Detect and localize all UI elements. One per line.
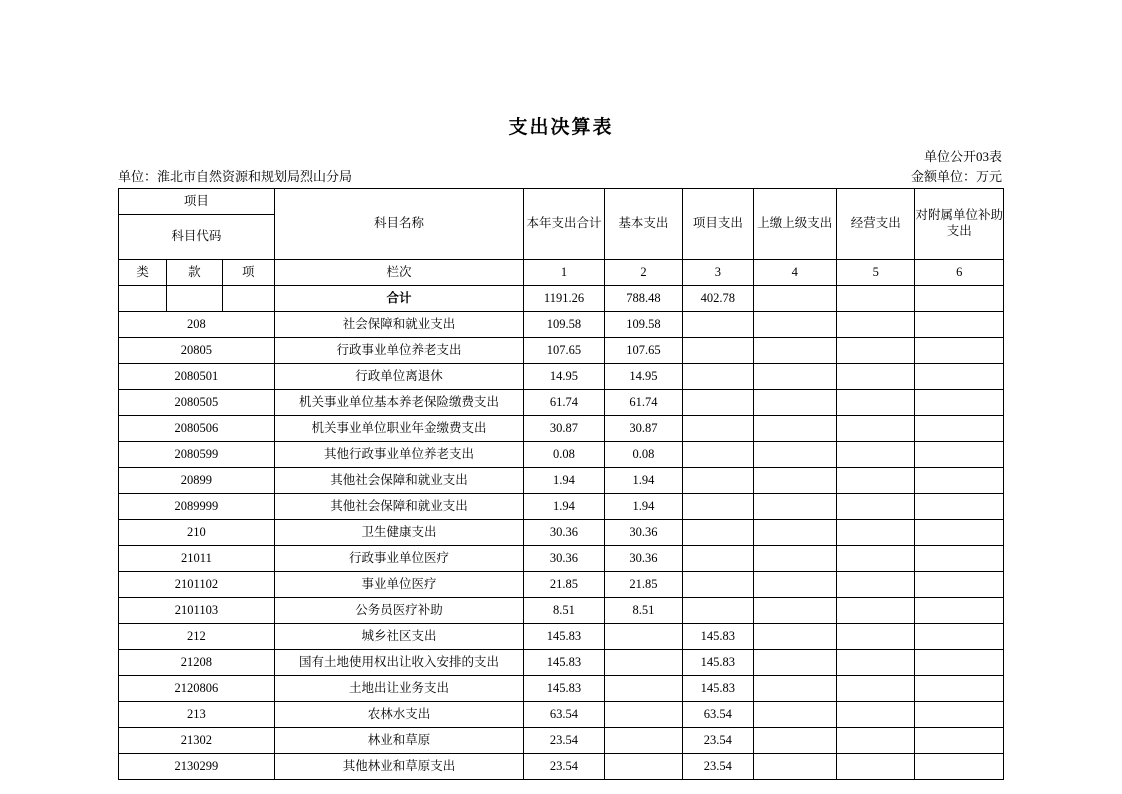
row-code: 2130299 <box>119 754 275 780</box>
header-col-1: 本年支出合计 <box>524 189 604 260</box>
row-value-6 <box>915 624 1004 650</box>
header-code-class: 类 <box>119 260 167 286</box>
row-name: 机关事业单位职业年金缴费支出 <box>274 416 523 442</box>
total-label: 合计 <box>274 286 523 312</box>
row-value-3 <box>683 338 753 364</box>
row-value-1: 1.94 <box>524 468 604 494</box>
row-name: 其他社会保障和就业支出 <box>274 468 523 494</box>
row-value-2: 107.65 <box>604 338 682 364</box>
row-name: 林业和草原 <box>274 728 523 754</box>
row-value-6 <box>915 338 1004 364</box>
header-subject-name: 科目名称 <box>274 189 523 260</box>
table-row <box>119 416 1004 442</box>
row-value-1: 145.83 <box>524 624 604 650</box>
row-code: 2080599 <box>119 442 275 468</box>
table-row <box>119 702 1004 728</box>
row-value-6 <box>915 650 1004 676</box>
row-value-4 <box>753 364 836 390</box>
row-value-4 <box>753 650 836 676</box>
row-value-2 <box>604 676 682 702</box>
row-value-3: 145.83 <box>683 676 753 702</box>
header-col-3: 项目支出 <box>683 189 753 260</box>
table-row <box>119 572 1004 598</box>
form-code-label: 单位公开03表 <box>923 149 1002 164</box>
header-colnum-6: 6 <box>915 260 1004 286</box>
row-value-3: 63.54 <box>683 702 753 728</box>
row-value-6 <box>915 546 1004 572</box>
header-col-5: 经营支出 <box>837 189 915 260</box>
row-value-3: 145.83 <box>683 650 753 676</box>
row-name: 机关事业单位基本养老保险缴费支出 <box>274 390 523 416</box>
row-value-3 <box>683 442 753 468</box>
amount-unit-label: 金额单位：万元 <box>910 169 1002 184</box>
row-value-6 <box>915 728 1004 754</box>
row-value-2 <box>604 754 682 780</box>
row-value-3: 23.54 <box>683 754 753 780</box>
table-row <box>119 442 1004 468</box>
row-name: 农林水支出 <box>274 702 523 728</box>
row-value-1: 61.74 <box>524 390 604 416</box>
page-title: 支出决算表 <box>508 117 614 138</box>
row-name: 其他社会保障和就业支出 <box>274 494 523 520</box>
row-value-2: 1.94 <box>604 468 682 494</box>
total-code-item <box>222 286 274 312</box>
row-value-6 <box>915 312 1004 338</box>
row-code: 21302 <box>119 728 275 754</box>
table-row <box>119 364 1004 390</box>
row-value-6 <box>915 494 1004 520</box>
row-value-1: 107.65 <box>524 338 604 364</box>
row-value-2 <box>604 650 682 676</box>
row-value-4 <box>753 390 836 416</box>
row-value-5 <box>837 702 915 728</box>
row-name: 国有土地使用权出让收入安排的支出 <box>274 650 523 676</box>
row-value-6 <box>915 416 1004 442</box>
row-value-5 <box>837 728 915 754</box>
table-row <box>119 754 1004 780</box>
row-value-4 <box>753 468 836 494</box>
row-value-4 <box>753 702 836 728</box>
row-value-1: 8.51 <box>524 598 604 624</box>
row-value-4 <box>753 624 836 650</box>
row-code: 2101102 <box>119 572 275 598</box>
total-value-5 <box>837 286 915 312</box>
row-code: 2080501 <box>119 364 275 390</box>
row-value-2: 0.08 <box>604 442 682 468</box>
expenditure-table <box>118 188 1004 780</box>
row-value-4 <box>753 494 836 520</box>
row-name: 其他林业和草原支出 <box>274 754 523 780</box>
row-value-5 <box>837 546 915 572</box>
row-value-3 <box>683 546 753 572</box>
row-value-2 <box>604 728 682 754</box>
row-value-3 <box>683 494 753 520</box>
total-value-3: 402.78 <box>683 286 753 312</box>
row-value-1: 23.54 <box>524 728 604 754</box>
row-value-3: 23.54 <box>683 728 753 754</box>
header-code-section: 款 <box>167 260 222 286</box>
header-col-4: 上缴上级支出 <box>753 189 836 260</box>
row-value-3 <box>683 572 753 598</box>
row-value-4 <box>753 442 836 468</box>
row-code: 208 <box>119 312 275 338</box>
row-name: 行政单位离退休 <box>274 364 523 390</box>
total-code-section <box>167 286 222 312</box>
row-code: 2080505 <box>119 390 275 416</box>
unit-label: 单位：淮北市自然资源和规划局烈山分局 <box>118 169 353 184</box>
row-value-3 <box>683 390 753 416</box>
row-value-4 <box>753 338 836 364</box>
row-code: 213 <box>119 702 275 728</box>
row-code: 2089999 <box>119 494 275 520</box>
row-value-3: 145.83 <box>683 624 753 650</box>
row-value-1: 14.95 <box>524 364 604 390</box>
row-name: 行政事业单位养老支出 <box>274 338 523 364</box>
header-colnum-5: 5 <box>837 260 915 286</box>
row-value-2 <box>604 702 682 728</box>
row-value-3 <box>683 364 753 390</box>
row-value-5 <box>837 338 915 364</box>
header-colnum-2: 2 <box>604 260 682 286</box>
row-value-4 <box>753 416 836 442</box>
row-code: 212 <box>119 624 275 650</box>
row-value-5 <box>837 572 915 598</box>
row-code: 2101103 <box>119 598 275 624</box>
row-value-1: 145.83 <box>524 676 604 702</box>
table-total-row <box>119 286 1004 312</box>
row-value-5 <box>837 416 915 442</box>
row-value-6 <box>915 468 1004 494</box>
row-value-2: 109.58 <box>604 312 682 338</box>
header-col-2: 基本支出 <box>604 189 682 260</box>
header-project-group: 项目 <box>119 189 275 215</box>
total-value-4 <box>753 286 836 312</box>
row-value-5 <box>837 650 915 676</box>
row-value-3 <box>683 468 753 494</box>
table-row <box>119 494 1004 520</box>
row-value-1: 30.36 <box>524 546 604 572</box>
row-value-3 <box>683 520 753 546</box>
row-code: 21011 <box>119 546 275 572</box>
row-value-4 <box>753 520 836 546</box>
table-row <box>119 624 1004 650</box>
row-value-5 <box>837 520 915 546</box>
total-value-6 <box>915 286 1004 312</box>
row-name: 城乡社区支出 <box>274 624 523 650</box>
row-name: 其他行政事业单位养老支出 <box>274 442 523 468</box>
row-name: 公务员医疗补助 <box>274 598 523 624</box>
row-value-6 <box>915 520 1004 546</box>
row-value-5 <box>837 442 915 468</box>
header-row-label: 栏次 <box>274 260 523 286</box>
table-header-row-3 <box>119 260 1004 286</box>
row-value-4 <box>753 598 836 624</box>
row-value-5 <box>837 624 915 650</box>
row-value-4 <box>753 676 836 702</box>
row-value-5 <box>837 598 915 624</box>
row-value-1: 30.36 <box>524 520 604 546</box>
row-code: 21208 <box>119 650 275 676</box>
table-row <box>119 312 1004 338</box>
row-value-6 <box>915 676 1004 702</box>
row-value-5 <box>837 468 915 494</box>
table-row <box>119 650 1004 676</box>
row-value-6 <box>915 754 1004 780</box>
row-value-5 <box>837 364 915 390</box>
row-value-1: 145.83 <box>524 650 604 676</box>
total-code-class <box>119 286 167 312</box>
row-value-2: 30.87 <box>604 416 682 442</box>
total-value-1: 1191.26 <box>524 286 604 312</box>
row-value-5 <box>837 754 915 780</box>
table-row <box>119 390 1004 416</box>
row-code: 2120806 <box>119 676 275 702</box>
row-code: 2080506 <box>119 416 275 442</box>
total-value-2: 788.48 <box>604 286 682 312</box>
row-value-6 <box>915 364 1004 390</box>
table-row <box>119 546 1004 572</box>
row-value-6 <box>915 442 1004 468</box>
row-value-2: 21.85 <box>604 572 682 598</box>
row-code: 20805 <box>119 338 275 364</box>
table-row <box>119 676 1004 702</box>
row-name: 社会保障和就业支出 <box>274 312 523 338</box>
table-row <box>119 468 1004 494</box>
table-row <box>119 598 1004 624</box>
row-value-2: 30.36 <box>604 520 682 546</box>
row-value-1: 23.54 <box>524 754 604 780</box>
row-value-1: 30.87 <box>524 416 604 442</box>
row-value-1: 109.58 <box>524 312 604 338</box>
row-value-2: 30.36 <box>604 546 682 572</box>
row-value-3 <box>683 598 753 624</box>
row-value-5 <box>837 312 915 338</box>
table-header-row-1 <box>119 189 1004 215</box>
row-value-6 <box>915 702 1004 728</box>
row-value-6 <box>915 390 1004 416</box>
row-value-4 <box>753 754 836 780</box>
table-row <box>119 728 1004 754</box>
header-colnum-4: 4 <box>753 260 836 286</box>
row-value-2: 8.51 <box>604 598 682 624</box>
header-colnum-1: 1 <box>524 260 604 286</box>
row-value-1: 63.54 <box>524 702 604 728</box>
header-code-item: 项 <box>222 260 274 286</box>
row-value-2: 14.95 <box>604 364 682 390</box>
row-value-4 <box>753 546 836 572</box>
row-name: 行政事业单位医疗 <box>274 546 523 572</box>
table-row <box>119 520 1004 546</box>
table-row <box>119 338 1004 364</box>
row-code: 20899 <box>119 468 275 494</box>
row-code: 210 <box>119 520 275 546</box>
row-value-5 <box>837 676 915 702</box>
row-value-5 <box>837 390 915 416</box>
row-value-4 <box>753 312 836 338</box>
row-value-3 <box>683 416 753 442</box>
row-value-5 <box>837 494 915 520</box>
row-value-2: 61.74 <box>604 390 682 416</box>
row-value-4 <box>753 728 836 754</box>
row-value-6 <box>915 572 1004 598</box>
row-value-4 <box>753 572 836 598</box>
row-value-6 <box>915 598 1004 624</box>
row-value-1: 21.85 <box>524 572 604 598</box>
row-value-1: 1.94 <box>524 494 604 520</box>
header-code-group: 科目代码 <box>119 215 275 260</box>
header-col-6: 对附属单位补助支出 <box>915 189 1004 260</box>
row-value-2: 1.94 <box>604 494 682 520</box>
row-value-1: 0.08 <box>524 442 604 468</box>
row-name: 事业单位医疗 <box>274 572 523 598</box>
row-name: 土地出让业务支出 <box>274 676 523 702</box>
header-colnum-3: 3 <box>683 260 753 286</box>
row-value-2 <box>604 624 682 650</box>
row-value-3 <box>683 312 753 338</box>
row-name: 卫生健康支出 <box>274 520 523 546</box>
